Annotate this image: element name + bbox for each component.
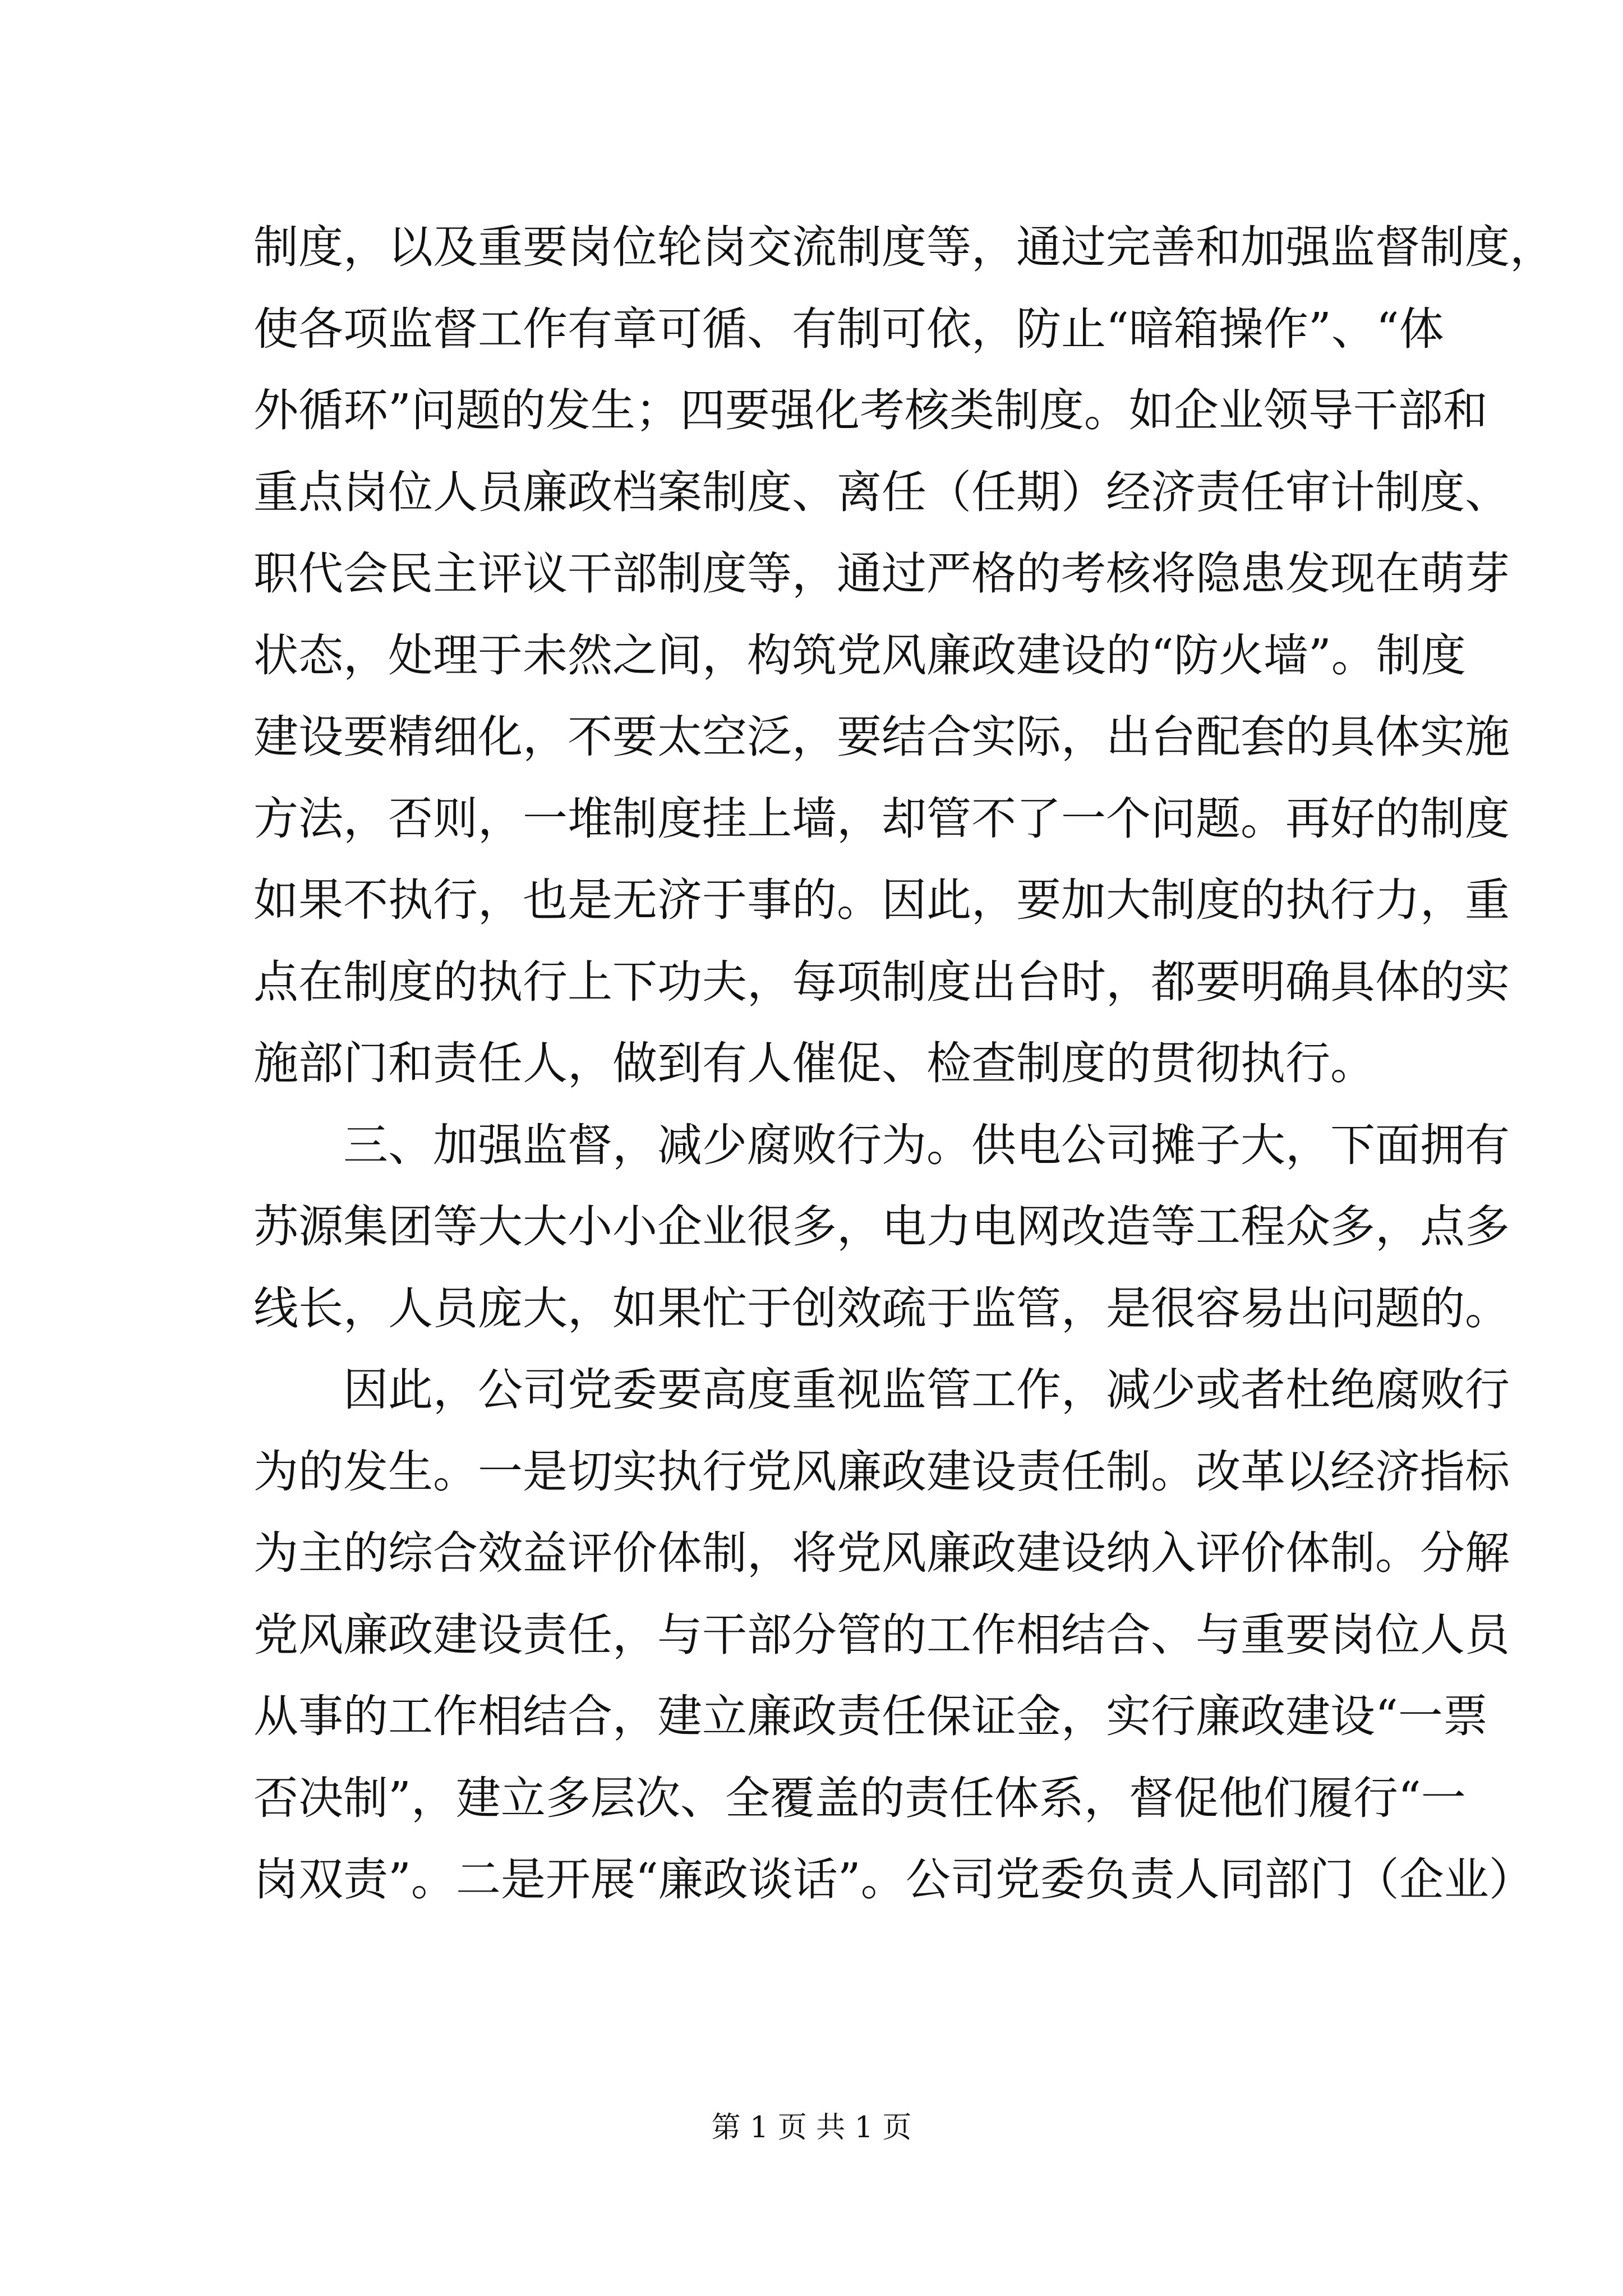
text-line: 从事的工作相结合，建立廉政责任保证金，实行廉政建设“一票 (253, 1690, 1488, 1742)
document-body (253, 206, 1555, 1921)
text-line: 制度，以及重要岗位轮岗交流制度等，通过完善和加强监督制度， (253, 221, 1555, 273)
paragraph-start-line: 因此，公司党委要高度重视监管工作，减少或者杜绝腐败行 (343, 1364, 1510, 1416)
text-line: 如果不执行，也是无济于事的。因此，要加大制度的执行力，重 (253, 874, 1510, 926)
text-line: 点在制度的执行上下功夫，每项制度出台时，都要明确具体的实 (253, 955, 1510, 1008)
text-line: 施部门和责任人，做到有人催促、检查制度的贯彻执行。 (253, 1037, 1375, 1089)
text-line: 职代会民主评议干部制度等，通过严格的考核将隐患发现在萌芽 (253, 547, 1510, 600)
text-line: 为的发生。一是切实执行党风廉政建设责任制。改革以经济指标 (253, 1445, 1510, 1498)
text-line: 为主的综合效益评价体制，将党风廉政建设纳入评价体制。分解 (253, 1527, 1510, 1579)
text-line: 使各项监督工作有章可循、有制可依，防止“暗箱操作”、“体 (253, 302, 1444, 355)
text-line: 状态，处理于未然之间，构筑党风廉政建设的“防火墙”。制度 (253, 629, 1466, 682)
page-footer (0, 2108, 1623, 2147)
text-line: 党风廉政建设责任，与干部分管的工作相结合、与重要岗位人员 (253, 1608, 1510, 1661)
text-line: 否决制”，建立多层次、全覆盖的责任体系，督促他们履行“一 (253, 1772, 1466, 1824)
page-number-label: 第 1 页 共 1 页 (711, 2111, 912, 2145)
text-line: 外循环”问题的发生；四要强化考核类制度。如企业领导干部和 (253, 384, 1488, 436)
paragraph-start-line: 三、加强监督，减少腐败行为。供电公司摊子大，下面拥有 (343, 1119, 1510, 1171)
text-line: 苏源集团等大大小小企业很多，电力电网改造等工程众多，点多 (253, 1200, 1510, 1253)
text-line: 建设要精细化，不要太空泛，要结合实际，出台配套的具体实施 (253, 711, 1510, 763)
text-line: 岗双责”。二是开展“廉政谈话”。公司党委负责人同部门（企业） (253, 1853, 1534, 1906)
text-line: 重点岗位人员廉政档案制度、离任（任期）经济责任审计制度、 (253, 466, 1510, 518)
text-line: 线长，人员庞大，如果忙于创效疏于监管，是很容易出问题的。 (253, 1282, 1510, 1335)
text-line: 方法，否则，一堆制度挂上墙，却管不了一个问题。再好的制度 (253, 792, 1510, 845)
